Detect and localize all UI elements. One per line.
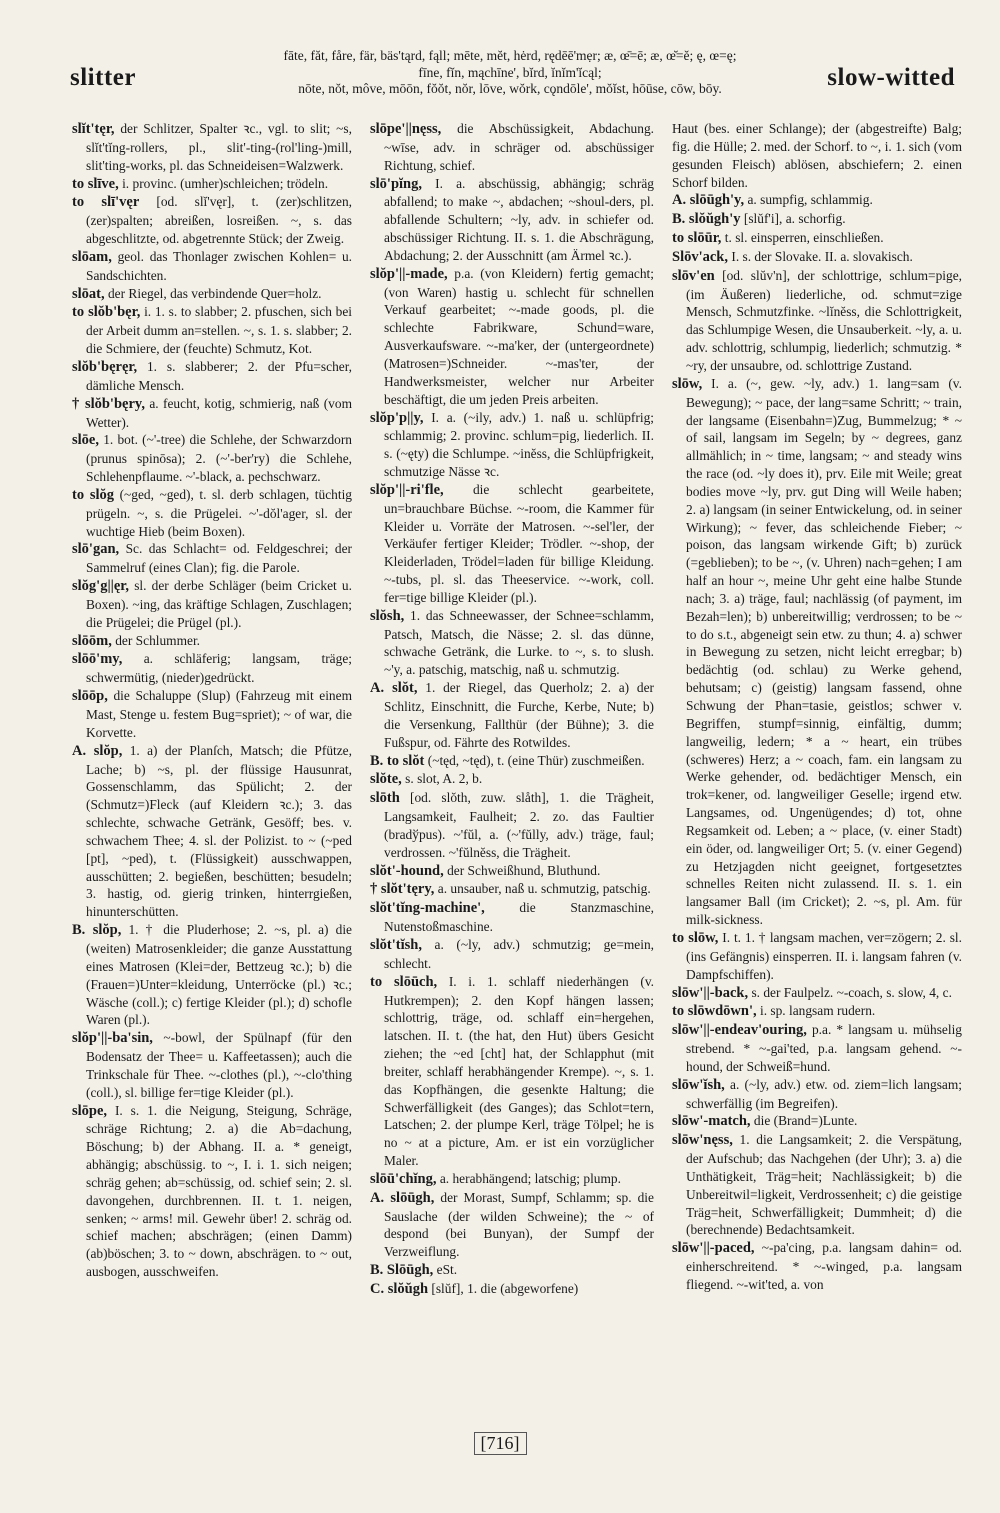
dictionary-entry	[370, 770, 654, 789]
headword: slōam,	[72, 248, 112, 265]
pronunciation-key	[210, 48, 810, 98]
dictionary-entry	[72, 248, 352, 285]
headword: slōw'ĭsh,	[672, 1076, 725, 1093]
entry-columns	[72, 120, 962, 1430]
dictionary-entry	[370, 752, 654, 771]
definition-text: a. sumpfig, schlammig.	[747, 192, 873, 208]
dictionary-entry	[370, 880, 654, 899]
column-2	[370, 120, 654, 1420]
definition-text: I. i. 1. schlaff niederhängen (v. Hutkrempen); 2. den Kopf hängen lassen; schlottrig, träge, od. schlaff ein=hergehen, latschen. II. t. (the hat, den Hut) übers Gesicht ziehen; the ~ed [cht] hat, der Schlapphut (mit breiter, schlaff herabhängender Krempe). ~, s. 1. das Kopfhängen, die gesenkte Haltung; die Schwerfälligkeit (des Ganges); das Schlot=tern, Latschen; 2. der plumpe Kerl, träge Tölpel; he is no ~ at a picture, Am. er ist ein vorzüglicher Maler.	[384, 973, 654, 1169]
definition-text: 1. a) der Planſch, Matsch; die Pfütze, Lache; b) ~s, pl. der flüssige Hausunrat, Gossenschlamm, das Spülicht; 2. der (Schmutz=)Fleck (auf Kleidern ꝛc.); 3. das schlechte, schwache Getränk, Gesöff; bes. v. schwachem Thee; 4. sl. der Polizist. to ~ (~ped [pt], ~ped), t. (Flüssigkeit) ausschwappen, ausschütten; 2. begießen, beschütten; besudeln; 3. hastig, od. gierig trinken, hinterrgießen, hinunterschütten.	[86, 742, 352, 920]
headword: to slōwdōwn',	[672, 1003, 757, 1020]
dictionary-entry	[72, 395, 352, 432]
headword: B. slŏŭgh'y	[672, 211, 741, 228]
definition-text: a. schläferig; langsam, träge; schwermütig, (nieder)gedrückt.	[86, 651, 352, 686]
headword: slōv'en	[672, 267, 715, 284]
definition-text: p.a. * langsam u. mühselig strebend. * ~-gai'ted, p.a. langsam gehend. ~-hound, der Schweiß=hund.	[686, 1022, 962, 1074]
dictionary-entry	[72, 650, 352, 687]
headword: slō'pĭng,	[370, 175, 422, 192]
definition-text: ~-bowl, der Spülnapf (für den Bodensatz der Thee= u. Kaffeetassen); auch die Trinkschale für Thee. ~-clothes (pl.), ~-clo'thing (coll.), sl. billige fer=tige Kleider (pl.).	[86, 1030, 352, 1100]
dictionary-entry	[72, 742, 352, 921]
definition-text: I. t. 1. † langsam machen, ver=zögern; 2. sl. (ins Gefängnis) einsperren. II. i. langsam fahren (v. Dampfschiffen).	[686, 929, 962, 982]
headword: slōw,	[672, 375, 703, 392]
dictionary-entry	[672, 191, 962, 210]
dictionary-entry	[672, 929, 962, 984]
definition-text: der Schweißhund, Bluthund.	[447, 862, 601, 878]
definition-text: a. unsauber, naß u. schmutzig, patschig.	[437, 881, 651, 897]
pronunciation-key-line: fīne, fĭn, mąchīne', bĭrd, ĭnĭm'ĭcąl;	[418, 64, 602, 80]
definition-text: 1. das Schneewasser, der Schnee=schlamm, Patsch, Matsch, die Nässe; 2. sl. das dünne, schwache Getränk, die Lurke. to ~, s. to slush. ~'y, a. patschig, matschig, naß u. schmutzig.	[384, 607, 654, 678]
definition-text: a. (~ly, adv.) schmutzig; ge=mein, schlecht.	[384, 936, 654, 971]
definition-text: s. slot, A. 2, b.	[405, 771, 483, 787]
dictionary-entry	[370, 409, 654, 481]
definition-text: Sc. das Schlacht= od. Feldgeschrei; der Sammelruf (eines Clan); fig. die Parole.	[86, 541, 352, 576]
definition-text: geol. das Thonlager zwischen Kohlen= u. Sandschichten.	[86, 248, 352, 283]
headword: slōw'||-endeav'ouring,	[672, 1022, 807, 1039]
headword: slōe,	[72, 432, 99, 449]
definition-text: [slŭf], 1. die (abgeworfene)	[431, 1281, 579, 1296]
dictionary-entry	[672, 1021, 962, 1076]
dictionary-entry	[72, 285, 352, 304]
definition-text: 1. die Langsamkeit; 2. die Verspätung, der Aufschub; das Nachgehen (der Uhr); 3. a) die Unthätigkeit, Träg=heit; Nachlässigkeit; b) die Unbereitwil=ligkeit, Verdrossenheit; c) die geistige Träg=heit, Schwerfälligkeit; Dummheit; d) die (berechnende) Bedachtsamkeit.	[686, 1132, 962, 1238]
definition-text: a. herabhängend; latschig; plump.	[439, 1170, 621, 1186]
dictionary-entry	[672, 1002, 962, 1021]
definition-text: I. a. (~ily, adv.) 1. naß u. schlüpfrig; schlammig; 2. provinc. schlum=pig, liederlich. II. s. (~ęty) die Schlumpe. ~inĕss, die Schlüpfrigkeit, schmutzige Nässe ꝛc.	[384, 409, 654, 480]
dictionary-entry	[370, 862, 654, 881]
definition-text: i. sp. langsam rudern.	[759, 1003, 876, 1019]
headword: to slī'vęr	[72, 194, 140, 211]
dictionary-entry	[672, 120, 962, 191]
definition-text: p.a. (von Kleidern) fertig gemacht; (von Waren) hastig u. schlecht für schnellen Verkauf gearbeitet; ~-made goods, pl. die schlechte Fabrikware, Schund=ware, Ausverkaufsware. ~-ma'ker, der (untergeordnete) (Matrosen=)Schneider. ~-mas'ter, der Handwerksmeister, welcher nur Arbeiter beschäftigt, die um jeden Preis arbeiten.	[384, 265, 654, 407]
definition-text: 1. der Riegel, das Querholz; 2. a) der Schlitz, Einschnitt, die Furche, Kerbe, Nute; b) die Versenkung, Fallthür (der Bühne); 3. die Fußspur, od. Fährte des Rotwildes.	[384, 680, 654, 750]
dictionary-entry	[72, 540, 352, 577]
headword: slōw'||-back,	[672, 984, 749, 1001]
definition-text: [od. slĭ'vęr], t. (zer)schlitzen, (zer)spalten; abreißen, losreißen. ~, s. das abgeschlitzte, od. abgetrennte Stück; der Zweig.	[86, 194, 352, 247]
headword: slōw'-match,	[672, 1113, 751, 1130]
definition-text: s. der Faulpelz. ~-coach, s. slow, 4, c.	[751, 984, 952, 1000]
dictionary-entry	[72, 193, 352, 248]
headword: slōōp,	[72, 688, 108, 705]
dictionary-entry	[72, 1102, 352, 1281]
dictionary-entry	[672, 210, 962, 229]
headword: A. slŏt,	[370, 680, 418, 697]
definition-text: der Morast, Sumpf, Schlamm; sp. die Sauslache (der wilden Schweine); the ~ of despond (bei Bunyan), der Sumpf der Verzweiflung.	[384, 1189, 654, 1260]
guide-word-right: slow-witted	[827, 64, 955, 91]
dictionary-entry	[370, 481, 654, 607]
dictionary-entry	[370, 607, 654, 679]
definition-text: i. provinc. (umher)schleichen; trödeln.	[122, 175, 329, 191]
definition-text: der Riegel, das verbindende Quer=holz.	[107, 285, 322, 301]
headword: slŏp'||-made,	[370, 265, 448, 282]
dictionary-entry	[672, 1076, 962, 1113]
headword: to slŏb'bęr,	[72, 304, 141, 321]
definition-text: I. s. der Slovake. II. a. slovakisch.	[731, 248, 913, 264]
dictionary-entry	[72, 358, 352, 395]
headword: slōpe,	[72, 1102, 108, 1119]
column-3	[672, 120, 962, 1420]
headword: slŏb'bęręr,	[72, 358, 138, 375]
definition-text: I. s. 1. die Neigung, Steigung, Schräge, schräge Richtung; 2. a) die Ab=dachung, Böschung; b) der Abhang. II. a. * geneigt, abhängig; abschüssig. to ~, I. i. 1. sich neigen; schräg gehen; ab=schüssig, od. schief sein; 2. sl. davongehen, durchbrennen. II. t. 1. neigen, senken; ~ arms! mil. Gewehr über! 2. schräg od. schief machen; abschrägen; (einen Damm) (ab)böschen; 3. to ~ down, abschrägen. to ~ out, ausbogen, ausschweifen.	[86, 1102, 352, 1280]
dictionary-entry	[72, 486, 352, 541]
dictionary-entry	[72, 303, 352, 358]
headword: slĭt'tęr,	[72, 121, 115, 137]
dictionary-entry	[72, 687, 352, 742]
dictionary-entry	[370, 789, 654, 861]
headword: slŏsh,	[370, 607, 405, 624]
pronunciation-key-line: fāte, făt, fåre, fär, bäs'tąrd, fąll; mēte, mĕt, hėrd, rędēē'mẹr; æ, œ̄=ē; æ, œ̆=ĕ; ę, œ=ę;	[283, 48, 737, 63]
dictionary-entry	[72, 1029, 352, 1101]
headword: slŏt'tĭng-machine',	[370, 900, 485, 917]
headword: slōō'my,	[72, 651, 123, 668]
headword: slōōm,	[72, 632, 112, 649]
dictionary-entry	[370, 120, 654, 175]
dictionary-entry	[72, 921, 352, 1029]
headword: A. slōūgh,	[370, 1189, 435, 1206]
dictionary-entry	[672, 1131, 962, 1239]
headword: slō'gan,	[72, 541, 120, 558]
headword: slŏg'g||ęr,	[72, 578, 130, 595]
definition-text: (~ged, ~ged), t. sl. derb schlagen, tüchtig prügeln. ~, s. die Prügelei. ~'-dŏl'ager, sl. der wuchtige Hieb (beim Boxen).	[86, 486, 352, 539]
headword: to slōūch,	[370, 973, 438, 990]
dictionary-entry	[370, 679, 654, 751]
headword: to slŏg	[72, 486, 115, 503]
headword: slŏt'-hound,	[370, 862, 444, 879]
column-1	[72, 120, 352, 1420]
definition-text: I. a. abschüssig, abhängig; schräg abfallend; to make ~, abdachen; ~shoul-ders, pl. abfallende Schultern; ~ly, adv. in schiefer od. abschüssiger Richtung. II. s. 1. die Abschrägung, Abdachung; 2. der Ausschnitt (am Ärmel ꝛc.).	[384, 175, 654, 263]
dictionary-entry	[72, 431, 352, 486]
definition-text: eSt.	[436, 1262, 458, 1278]
definition-text: 1. s. slabberer; 2. der Pfu=scher, dämliche Mensch.	[86, 358, 352, 393]
definition-text: die Abschüssigkeit, Abdachung. ~wīse, adv. in schräger od. abschüssiger Richtung, schief.	[384, 121, 654, 173]
definition-text: [od. slŭv'n], der schlottrige, schlum=pige, (im Äußeren) liederliche, od. schmut=zige Mensch, Schmutzfinke. ~lĭnĕss, die Schlottrigkeit, das Schlumpige Wesen, die Unsauberkeit. ~ly, a. u. adv. schlottrig, schlumpig, liederlich; schmutzig. * ~ry, der unsaubre, od. schlottrige Zustand.	[686, 267, 962, 373]
guide-word-left: slitter	[70, 64, 136, 91]
definition-text: a. (~ly, adv.) etw. od. ziem=lich langsam; schwerfällig (im Begreifen).	[686, 1076, 962, 1111]
dictionary-entry	[672, 984, 962, 1003]
pronunciation-key-line: nōte, nŏt, môve, mōōn, fŏŏt, nŏr, lōve, wŏrk, cǫndōle', mŏĭst, hōūse, cōw, bōy.	[298, 81, 722, 96]
dictionary-entry	[370, 936, 654, 973]
dictionary-entry	[672, 229, 962, 248]
headword: slŏp'||-ba'sin,	[72, 1030, 153, 1047]
definition-text: die Schaluppe (Slup) (Fahrzeug mit einem Mast, Stenge u. festem Bug=spriet); ~ of war, die Korvette.	[86, 688, 352, 740]
dictionary-entry	[370, 175, 654, 265]
dictionary-entry	[370, 1261, 654, 1280]
definition-text: t. sl. einsperren, einschließen.	[724, 230, 884, 246]
dictionary-entry	[370, 1280, 654, 1299]
headword: slōw'nęss,	[672, 1132, 733, 1149]
page-number-text: [716]	[474, 1432, 527, 1455]
definition-text: I. a. (~, gew. ~ly, adv.) 1. lang=sam (v. Bewegung); ~ pace, der lang=same Schritt; ~ train, der langsame (Eisenbahn=)Zug, Bummelzug; * ~ of sail, langsam im Segeln; by ~ degrees, ganz allmählich; in ~ time, langsam; ~ and steady wins the race (od. ~ly does it), prv. Eile mit Weile; great bodies move ~ly, prv. gut Ding will Weile haben; 2. a) langsam (in seiner Entwickelung, od. in seiner Wirkung); ~ fever, das schleichende Fieber; ~ poison, das langsam wirkende Gift; b) zurück (=geblieben); to be ~, (v. Uhren) nach=gehen; I am half an hour ~, meine Uhr geht eine halbe Stunde nach; 3. a) träge, faul; nachlässig (of payment, im Bezah=len); b) unbereitwillig; verdrossen; to be ~ to do s.t., abgeneigt sein etw. zu thun; 4. a) schwer in Bewegung zu setzen, nicht leicht erregbar; b) bedächtig (od. schlau) zu Werke gehend, behutsam; c) (geistig) langsam fassend, ohne Schwung der Phan=tasie, geistlos; schwer v. Begriffen, stumpf=sinnig, einfältig, dumm; langweilig, ledern; * a ~ heart, ein trübes (schweres) Herz; a ~ coach, fam. ein langsam zu Werke gehender, od. bedächtiger Mensch, ein trok=kener, od. langweiliger Geselle; irgend etw. Langsames, od. Ungenügendes; d) tot, ohne Regsamkeit od. Leben; a ~ place, (v. einer Stadt) ein öder, od. langweiliger Ort; 5. (v. einer Gegend) zu Hetzjagden nicht geeignet, fortgesetztes schnelles Reiten nicht zulassend. II. s. 1. ein langsamer Ball (im Cricket); 2. ~s, pl. Am. für milk-sickness.	[686, 375, 962, 928]
definition-text: 1. † die Pluderhose; 2. ~s, pl. a) die (weiten) Matrosenkleider; die ganze Ausstattung eines Matrosen (Klei=der, Bettzeug ꝛc.); b) die (Frauen=)Unter=kleidung, Unterröcke (pl.) ꝛc.; Wäsche (coll.); c) fertige Kleider (pl.); d) schofle Waren (pl.).	[86, 922, 352, 1028]
headword: slŏt'tĭsh,	[370, 936, 422, 953]
headword: slōat,	[72, 285, 105, 302]
headword: B. to slŏt	[370, 752, 425, 769]
headword: slōpe'||nęss,	[370, 121, 442, 137]
dictionary-entry	[672, 1239, 962, 1294]
headword: † slŏb'bęry,	[72, 395, 145, 412]
dictionary-entry	[672, 375, 962, 929]
definition-text: Haut (bes. einer Schlange); der (abgestreifte) Balg; fig. die Hülle; 2. med. der Schorf. to ~, i. 1. sich (vom gesunden Fleisch) ablösen, abschiefern; 2. einen Schorf bilden.	[672, 121, 962, 190]
headword: to slōw,	[672, 929, 719, 946]
dictionary-entry	[672, 267, 962, 375]
dictionary-entry	[370, 265, 654, 409]
definition-text: 1. bot. (~'-tree) die Schlehe, der Schwarzdorn (prunus spinōsa); 2. (~'-ber'ry) die Schlehe, Schlehenpflaume. ~'-black, a. pechschwarz.	[86, 432, 352, 485]
headword: slŏte,	[370, 771, 402, 788]
headword: A. slōūgh'y,	[672, 192, 745, 209]
definition-text: die Stanzmaschine, Nutenstoßmaschine.	[384, 900, 654, 935]
page-number	[0, 1432, 1000, 1455]
definition-text: ~-pa'cing, p.a. langsam dahin= od. einherschreitend. * ~-winged, p.a. langsam fliegend. ~-wit'ted, a. von	[686, 1240, 962, 1292]
headword: † slŏt'tęry,	[370, 881, 435, 898]
headword: C. slŏŭgh	[370, 1281, 429, 1297]
headword: slōū'chĭng,	[370, 1170, 437, 1187]
headword: to slīve,	[72, 175, 119, 192]
dictionary-entry	[72, 120, 352, 175]
headword: slŏp'p||y,	[370, 409, 424, 426]
headword: A. slŏp,	[72, 742, 123, 759]
dictionary-entry	[672, 1112, 962, 1131]
headword: B. Slōūgh,	[370, 1262, 434, 1279]
dictionary-entry	[72, 632, 352, 651]
headword: slŏp'||-ri'fle,	[370, 481, 444, 498]
definition-text: i. 1. s. to slabber; 2. pfuschen, sich bei der Arbeit dumm an=stellen. ~, s. 1. s. slabber; 2. die Schmiere, der (feuchte) Schmutz, Kot.	[86, 304, 352, 357]
running-header	[0, 48, 1000, 114]
headword: Slōv'ack,	[672, 248, 728, 265]
headword: to slōūr,	[672, 230, 722, 247]
headword: B. slŏp,	[72, 922, 122, 939]
definition-text: (~tęd, ~tęd), t. (eine Thür) zuschmeißen.	[427, 752, 645, 768]
definition-text: der Schlummer.	[115, 632, 201, 648]
definition-text: die (Brand=)Lunte.	[753, 1113, 858, 1129]
definition-text: [od. slŏth, zuw. slåth], 1. die Trägheit, Langsamkeit, Faulheit; 2. zo. das Faultier (bradўpus). ~'fŭl, a. (~'fŭlly, adv.) träge, faul; verdrossen. ~'fŭlnĕss, die Trägheit.	[384, 790, 654, 860]
headword: slōw'||-paced,	[672, 1240, 755, 1257]
definition-text: die schlecht gearbeitete, un=brauchbare Büchse. ~-room, die Kammer für Kleider u. Vorräte der Matrosen. ~-sel'ler, der Verkäufer fertiger Kleider; Trödler. ~-shop, der Kleiderladen, Trödel=laden für billige Kleidung. ~-tubs, pl. sl. das Theeservice. ~-work, coll. fer=tige billige Kleider (pl.).	[384, 481, 654, 605]
dictionary-entry	[370, 899, 654, 936]
dictionary-entry	[72, 175, 352, 194]
dictionary-entry	[370, 1170, 654, 1189]
definition-text: sl. der derbe Schläger (beim Cricket u. Boxen). ~ing, das kräftige Schlagen, Zuschlagen; die Prügelei; die Prügel (pl.).	[86, 578, 352, 630]
dictionary-entry	[72, 577, 352, 632]
definition-text: a. feucht, kotig, schmierig, naß (vom Wetter).	[86, 395, 352, 430]
definition-text: der Schlitzer, Spalter ꝛc., vgl. to slit; ~s, slĭt'tĭng-rollers, pl., slit'-ting-(rol'ling-)mill, slit'ting-works, pl. das Schneideisen=Walzwerk.	[86, 121, 352, 173]
dictionary-entry	[370, 973, 654, 1170]
definition-text: [slŭf'i], a. schorfig.	[743, 211, 846, 227]
headword: slōth	[370, 790, 400, 807]
dictionary-entry	[370, 1189, 654, 1261]
dictionary-entry	[672, 248, 962, 267]
